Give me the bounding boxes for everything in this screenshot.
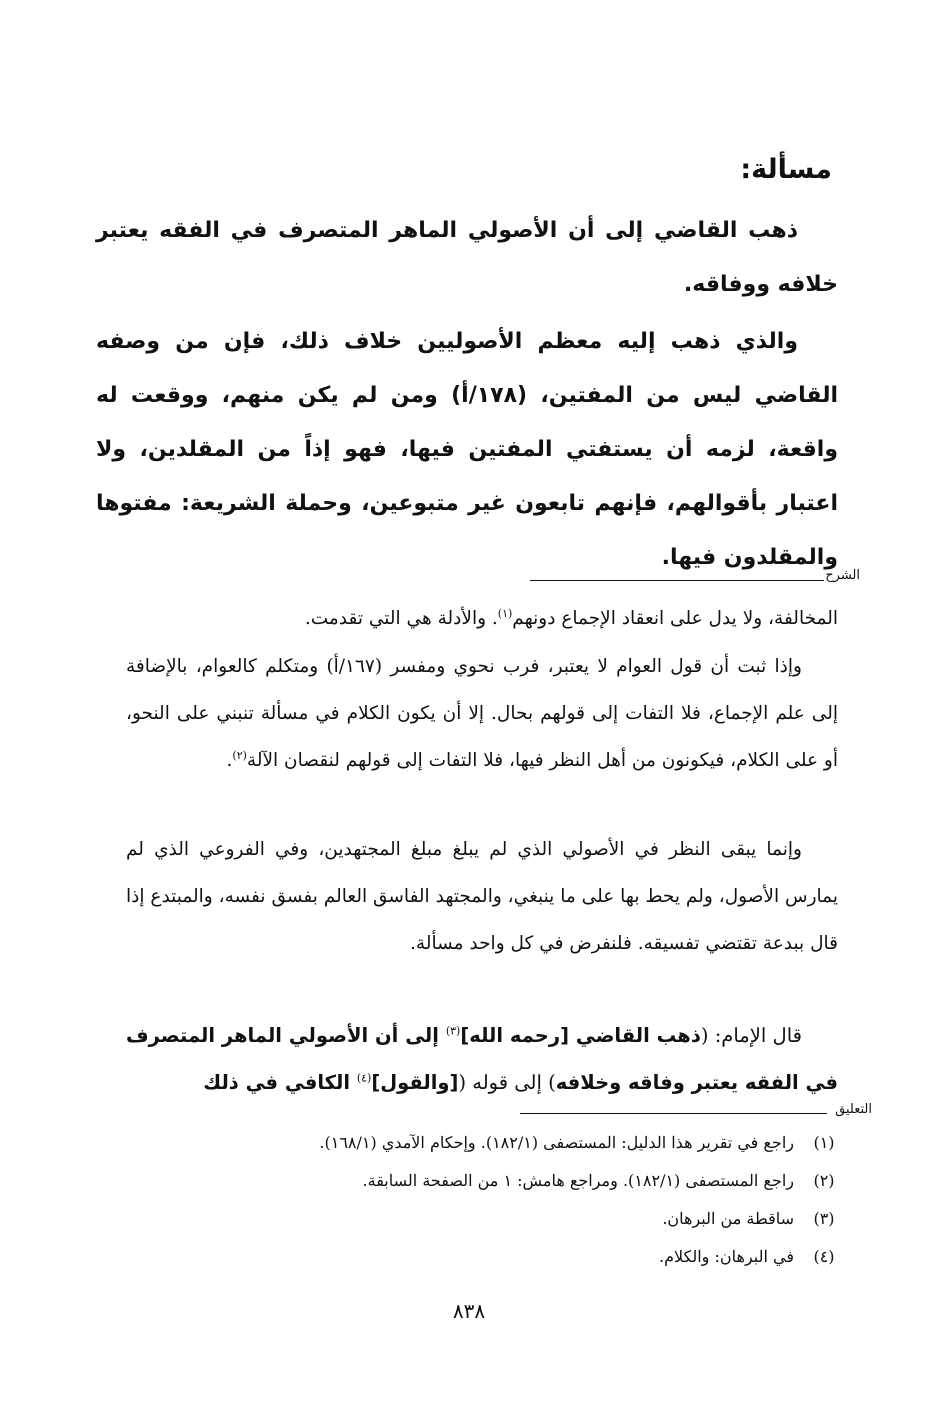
- quoted-matn-3: [والقول]: [371, 1071, 459, 1094]
- sharh-paragraph-1: [126, 595, 838, 642]
- matn-text-2: والذي ذهب إليه معظم الأصوليين خلاف ذلك، فإن من وصفه القاضي ليس من المفتين، (١٧٨/أ) ومن لم يكن منهم، ووقعت له واقعة، لزمه أن يستفتي المفتين فيها، فهو إذاً من المقلدين، ولا اعتبار بأقوالهم، فإنهم تابعون غير متبوعين، وحملة الشريعة: مفتوها والمقلدون فيها.: [96, 329, 838, 570]
- footnote-ref-1[interactable]: (١): [497, 606, 513, 620]
- quote-intro: قال الإمام: (: [700, 1024, 802, 1047]
- sharh-text-1-end: . والأدلة هي التي تقدمت.: [304, 608, 498, 629]
- taaliq-section-label: التعليق: [835, 1102, 872, 1117]
- footnote-number: (١): [813, 1133, 835, 1152]
- footnote-number: (٣): [813, 1209, 835, 1228]
- footnote-item: [100, 1200, 842, 1238]
- matn-text-1: ذهب القاضي إلى أن الأصولي الماهر المتصرف في الفقه يعتبر خلافه ووفاقه.: [96, 218, 838, 297]
- footnote-item: [100, 1124, 842, 1162]
- footnote-text: راجع المستصفى (١٨٢/١). ومراجع هامش: ١ من الصفحة السابقة.: [362, 1171, 794, 1190]
- matn-paragraph-2: [96, 315, 838, 585]
- sharh-paragraph-2: [126, 643, 838, 784]
- sharh-text-2-end: .: [226, 750, 233, 771]
- sharh-text-3: وإنما يبقى النظر في الأصولي الذي لم يبلغ مبلغ المجتهدين، وفي الفروعي الذي لم يمارس الأصول، ولم يحط بها على ما ينبغي، والمجتهد الفاسق العالم بفسق نفسه، والمبتدع إذا قال ببدعة تقتضي تفسيقه. فلنفرض في كل واحد مسألة.: [126, 839, 838, 954]
- quote-link: ) إلى قوله (: [458, 1071, 556, 1094]
- footnote-ref-4[interactable]: (٤): [356, 1071, 372, 1085]
- sharh-paragraph-3: [126, 826, 838, 967]
- sharh-paragraph-4: [126, 1012, 838, 1106]
- footnote-ref-3[interactable]: (٣): [445, 1024, 461, 1038]
- footnotes-divider: [520, 1113, 827, 1114]
- section-heading: مسألة:: [740, 154, 832, 185]
- footnotes-list: [100, 1124, 842, 1276]
- quoted-matn-4: الكافي في ذلك: [203, 1071, 357, 1094]
- footnote-item: [100, 1162, 842, 1200]
- matn-paragraph-1: [96, 204, 838, 312]
- footnote-text: راجع في تقرير هذا الدليل: المستصفى (١٨٢/١). وإحكام الآمدي (١٦٨/١).: [319, 1133, 794, 1152]
- footnote-ref-2[interactable]: (٢): [232, 748, 247, 762]
- sharh-divider: [530, 580, 824, 581]
- footnote-text: في البرهان: والكلام.: [658, 1247, 794, 1266]
- footnote-number: (٢): [813, 1171, 835, 1190]
- footnote-number: (٤): [813, 1247, 835, 1266]
- page-number: ٨٣٨: [452, 1299, 486, 1323]
- quoted-matn-1: ذهب القاضي [رحمه الله]: [460, 1024, 701, 1047]
- footnote-text: ساقطة من البرهان.: [662, 1209, 794, 1228]
- footnote-item: [100, 1238, 842, 1276]
- sharh-text-2: وإذا ثبت أن قول العوام لا يعتبر، فرب نحوي ومفسر (١٦٧/أ) ومتكلم كالعوام، بالإضافة إلى علم الإجماع، فلا التفات إلى قولهم بحال. إلا أن يكون الكلام في مسألة تنبني على النحو، أو على الكلام، فيكونون من أهل النظر فيها، فلا التفات إلى قولهم لنقصان الآلة: [126, 656, 838, 771]
- sharh-text-1: المخالفة، ولا يدل على انعقاد الإجماع دونهم: [512, 608, 838, 629]
- sharh-section-label: الشرح: [825, 568, 860, 583]
- quoted-matn-2: إلى أن الأصولي الماهر المتصرف في الفقه يعتبر وفاقه وخلافه: [126, 1024, 838, 1094]
